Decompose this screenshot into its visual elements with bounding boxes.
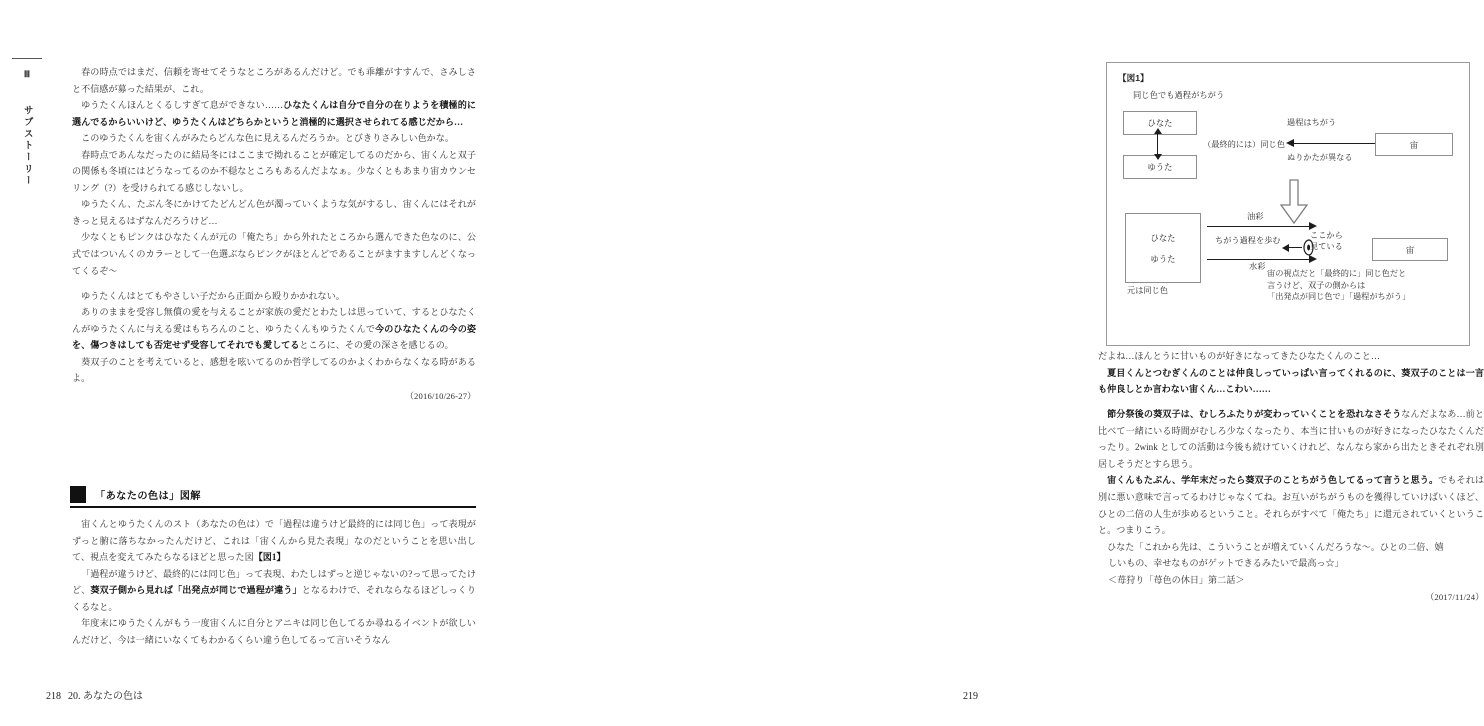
paragraph-text: 「過程が違うけど、最終的には同じ色」って表現、わたしはずっと逆じゃないの?って思ってたけど、 xyxy=(72,568,476,596)
paragraph-bold-mix xyxy=(72,566,476,616)
paragraph-bold-mix xyxy=(1098,472,1484,538)
left-page xyxy=(0,0,512,726)
running-head-rule xyxy=(12,58,42,59)
running-head-vertical xyxy=(10,58,44,206)
diagram-box-twins-hinata: ひなた xyxy=(1150,233,1176,243)
paragraph xyxy=(1098,348,1484,365)
entry-signature: （2017/11/24） xyxy=(1425,592,1484,603)
paragraph-text: でもそれは別に悪い意味で言ってるわけじゃなくてね。お互いがちがうものを獲得していけばいくほど、ひとの二倍の人生が歩めるということ。それらがすべて「俺たち」に還元されていくということ。つまりこう。 xyxy=(1098,475,1484,536)
running-head-label: サブストーリー xyxy=(21,105,33,187)
paragraph-text: ところに、その愛の深さを感じるの。 xyxy=(299,340,454,351)
quote-text: ひなた「これから先は、こういうことが増えていくんだろうな〜。ひとの二倍、嬉 xyxy=(1107,541,1444,552)
viewing-line-2: 見ている xyxy=(1310,241,1343,251)
left-arrow-icon xyxy=(1293,143,1375,144)
diagram-label-watercolor: 水彩 xyxy=(1249,262,1266,271)
paragraph-text: …前と比べて一緒にいる時間がむしろ少なくなったり、本当に甘いものが好きになったひなたくんだったり。2wink としての活動は今後も続けていくけれど、なんなら家から出たときそれぞれ別居しそうだとすら思う。 xyxy=(1098,409,1484,469)
running-head-number: Ⅲ xyxy=(23,69,31,79)
paragraph-text: 少なくともピンクはひなたくんが元の「俺たち」から外れたところから選んできた色なのに、公式ではついんくのカラーとして一色選ぶならピンクがほとんどであることがますますしんどくなってくるぞ〜 xyxy=(72,232,476,276)
diagram-label-same-color: （最終的には）同じ色 xyxy=(1203,140,1285,149)
diagram-box-sora-bottom: 宙 xyxy=(1372,238,1448,261)
diagram-label-viewing-from-here xyxy=(1310,231,1343,252)
paragraph xyxy=(72,354,476,387)
paragraph-emphasis: 夏目くんとつむぎくんのことは仲良しっていっぱい言ってくれるのに、葵双子のことは一言も仲良しとか言わない宙くん…こわい…… xyxy=(1098,367,1484,395)
quote-line xyxy=(1098,539,1484,556)
section-heading-rule xyxy=(70,506,476,508)
paragraph-text: ゆうたくんはとてもやさしい子だから正面から殴りかかれない。 xyxy=(81,290,345,301)
footer-left xyxy=(46,687,143,702)
paragraph-text: 宙くんとゆうたくんのスト（あなたの色は）で「過程は違うけど最終的には同じ色」って表現がずっと腑に落ちなかったんだけど、これは「宙くんから見た表現」なのだということを思い出して、視点を変えてみたらなるほどと思った図 xyxy=(72,519,476,563)
diagram-label-different-process: ちがう過程を歩む xyxy=(1215,236,1281,245)
figure-1-diagram xyxy=(1106,62,1470,346)
explanation-line-1: 宙の視点だと「最終的に」同じ色だと xyxy=(1267,269,1407,278)
paragraph-text: となるわけで、それならなるほどしっくりくるなと。 xyxy=(72,585,476,612)
paragraph-spacer xyxy=(1098,398,1484,407)
diagram-box-twins xyxy=(1125,213,1201,283)
entry-signature: （2016/10/26-27） xyxy=(405,391,476,402)
diagram-box-hinata: ひなた xyxy=(1123,111,1197,135)
paragraph-bold-mix xyxy=(1098,406,1484,472)
section-heading-row xyxy=(70,486,476,503)
right-arrow-icon-watercolor xyxy=(1207,259,1310,260)
page-number: 219 xyxy=(963,691,978,702)
footer-right xyxy=(963,691,978,702)
paragraph-emphasis: 節分祭後の葵双子は、むしろふたりが変わっていくことを恐れなさそう xyxy=(1107,409,1402,420)
paragraph-emphasis: ひなたくんは自分で自分の在りようを積極的に選んでるからいいけど、ゆうたくんはどちらかというと消極的に選択させられてる感じだから… xyxy=(72,100,476,127)
quote-line xyxy=(1098,555,1484,572)
paragraph-text: ゆうたくん、たぶん冬にかけてたどんどん色が濁っていくような気がするし、宙くんにはそれがきっと見えるはずなんだろうけど… xyxy=(72,199,476,226)
paragraph-text: 葵双子のことを考えていると、感想を呟いてるのか哲学してるのかよくわからなくなる時があるよ。 xyxy=(72,356,476,384)
left-body-upper xyxy=(72,64,476,405)
paragraph-text: ゆうたくんほんとくるしすぎて息ができない…… xyxy=(81,100,284,111)
explanation-line-3: 「出発点が同じ色で」「過程がちがう」 xyxy=(1267,292,1411,302)
quote-source-text: ＜苺狩り「苺色の休日」第二話＞ xyxy=(1108,574,1245,585)
section-heading-title: 「あなたの色は」図解 xyxy=(95,491,201,502)
viewing-line-1: ここから xyxy=(1310,231,1343,240)
paragraph-bold-mix xyxy=(72,97,476,130)
section-marker-square-icon xyxy=(70,486,86,503)
paragraph-emphasis: 今のひなたくんの今の姿を、傷つきはしても否定せず受容してそれでも愛してる xyxy=(72,323,476,351)
paragraph xyxy=(72,229,476,279)
diagram-label-originally-same-color: 元は同じ色 xyxy=(1127,286,1168,295)
paragraph xyxy=(72,196,476,229)
paragraph xyxy=(72,130,476,147)
figure-label: 【図1】 xyxy=(1118,73,1149,83)
diagram-box-yuuta: ゆうた xyxy=(1123,155,1197,179)
diagram-box-twins-yuuta: ゆうた xyxy=(1150,254,1176,264)
paragraph xyxy=(72,64,476,97)
diagram-label-oil-paint: 油彩 xyxy=(1247,212,1264,221)
page-number: 218 xyxy=(46,691,61,702)
figure-reference: 【図1】 xyxy=(253,552,286,563)
footer-chapter-title: 20. あなたの色は xyxy=(68,691,143,702)
figure-caption: 同じ色でも過程がちがう xyxy=(1133,91,1225,100)
paragraph-text: 年度末にゆうたくんがもう一度宙くんに自分とアニキは同じ色してるか尋ねるイベントが欲しいんだけど、今は一緒にいなくてもわかるくらい違う色してるって言いそうなん xyxy=(72,618,476,645)
quote-source xyxy=(1098,572,1484,589)
paragraph-bold xyxy=(1098,365,1484,398)
paragraph-bold-mix xyxy=(72,304,476,354)
paragraph-text: 春の時点ではまだ、信頼を寄せてそうなところがあるんだけど。でも乖離がすすんで、さみしさと不信感が募った結果が、これ。 xyxy=(72,67,476,94)
diagram-label-painting-differs: ぬりかたが異なる xyxy=(1287,153,1353,162)
paragraph-text: このゆうたくんを宙くんがみたらどんな色に見えるんだろうか。とびきりさみしい色かな。 xyxy=(81,133,454,144)
paragraph-text: だよね…ほんとうに甘いものが好きになってきたひなたくんのこと… xyxy=(1098,351,1380,361)
paragraph-text: ありのままを受容し無償の愛を与えることが家族の愛だとわたしは思っていて、するとひなたくんがゆうたくんに与える愛はもちろんのこと、ゆうたくんもゆうたくんで xyxy=(72,307,476,334)
hollow-down-arrow-icon xyxy=(1279,179,1309,230)
double-headed-vertical-arrow-icon xyxy=(1157,133,1158,155)
paragraph xyxy=(72,288,476,305)
paragraph-bold-mix xyxy=(72,516,476,566)
paragraph-text: 春時点であんなだったのに結局冬にはここまで拗れることが確定してるのだから、宙くんと双子の関係も冬頃にはどうなってるのか不穏なところもあるんだよなぁ。少なくともあまり宙カウンセリング（?）を受けられてる感じしないし。 xyxy=(72,149,476,193)
quote-text: しいもの、幸せなものがゲットできるみたいで最高っ☆」 xyxy=(1108,558,1344,569)
diagram-label-process-differs: 過程はちがう xyxy=(1287,118,1337,127)
right-page xyxy=(512,0,1484,726)
left-body-lower xyxy=(72,516,476,648)
paragraph-text: なんだよなあ xyxy=(1401,409,1457,420)
paragraph-spacer xyxy=(72,279,476,288)
paragraph-emphasis: 葵双子側から見れば「出発点が同じで過程が違う」 xyxy=(90,585,302,596)
right-body xyxy=(1098,348,1484,606)
viewpoint-arrow-icon xyxy=(1288,247,1302,248)
explanation-line-2: 言うけど、双子の側からは xyxy=(1267,280,1366,290)
diagram-box-sora-top: 宙 xyxy=(1375,133,1453,156)
diagram-explanation xyxy=(1267,268,1410,303)
right-arrow-icon-oil xyxy=(1207,226,1310,227)
paragraph xyxy=(72,147,476,197)
paragraph xyxy=(72,615,476,648)
section-heading xyxy=(70,486,476,508)
paragraph-emphasis: 宙くんもたぶん、学年末だったら葵双子のことちがう色してるって言うと思う。 xyxy=(1107,475,1439,486)
